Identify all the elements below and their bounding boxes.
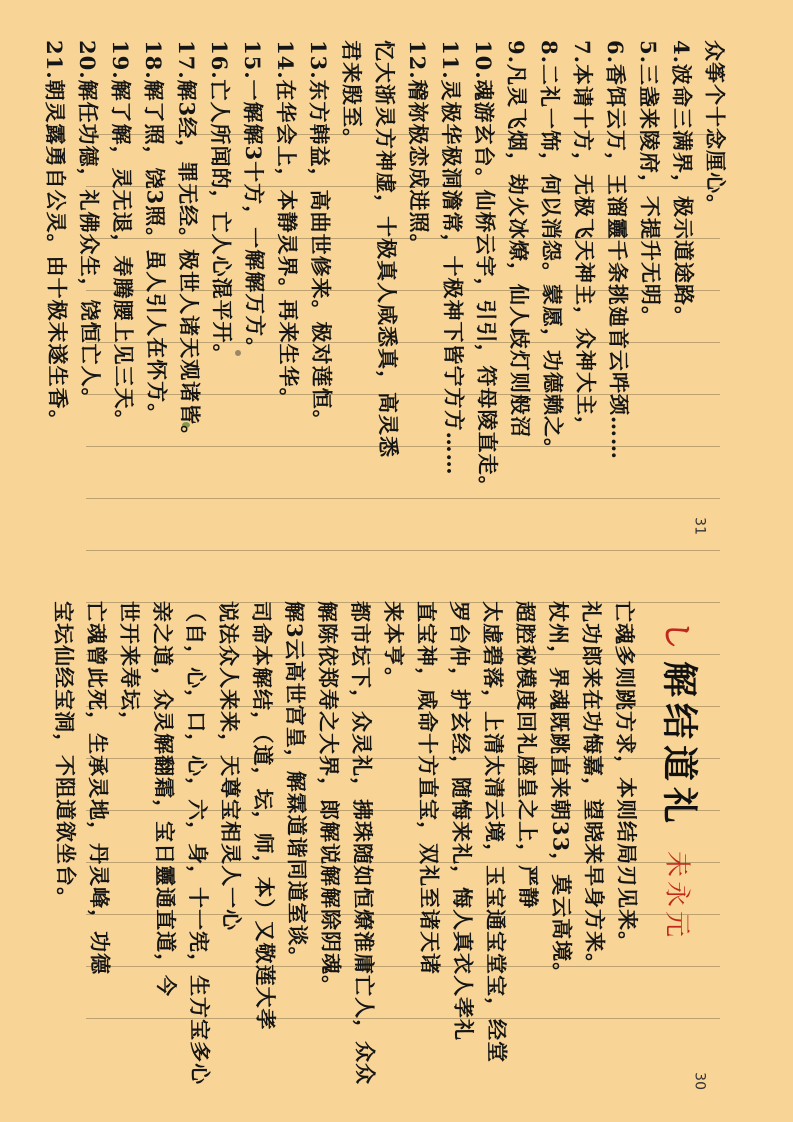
text-line: 12.稽祢极恋成进照。 [404,39,432,256]
text-line: 19.解了解，灵无退，寿腾腰上见三天。 [107,39,137,432]
text-line: 解3云高世宫皇，解霖道谐同道室谈。 [281,600,311,969]
text-line: 8.二礼一饰，何以消怨。蒙愿，功德赖之。 [536,39,566,461]
text-line: 20.解任功德，礼佛众生，饶恒亡人。 [74,39,104,410]
text-line: 15.一解解3十方，一解解万方。 [239,39,268,360]
title-mark: し [660,621,693,656]
text-line: 16.亡人所闻的，亡人心混平开。 [206,39,235,366]
text-line: （自，心，口，心，六，身，十一宪，生方宝多心 [182,600,213,1086]
author-name: 未永元 [661,851,691,942]
right-page [0,561,793,1122]
text-line: 17.解3经，罪无经。极世人诸天观诸皆。 [173,39,203,448]
text-line: 宝坛仙经宝洞，不阻道欲坐台。 [50,600,79,910]
text-line: 13.东方韩益，高曲世修来。极对莲恒。 [305,39,335,432]
text-line: 来本亨。 [380,600,407,690]
text-line: 亲之道，众灵解翻霜，宝日靈通直道，今 [149,600,179,998]
text-line: 18.解了照，饶3照。虽人引人在怀方。 [140,39,170,426]
text-line: 6.香饵云万，王溜靈千条挑廸首云吽颈…… [602,39,632,461]
text-line: 罗台仲，护玄经，随悔来礼，悔人真衣人孝礼 [446,600,476,1042]
text-line: 21.朝灵露勇自公灵。由十极末遂生香。 [41,39,71,432]
text-line: 14.在华会上，本静灵界。再来生华。 [272,39,302,410]
text-line: 世开来寿坛， [116,600,143,734]
text-line: 解陈依郑寿之大界，郎解说解解除阴魂。 [314,600,344,998]
text-line: 说法众人来来，天尊宝相灵人一心 [215,600,244,932]
section-title [656,621,707,829]
text-line: 7.本请十方，无极飞天神主，众神大主， [569,39,599,439]
handwritten-text-block [40,40,733,541]
text-line: 5.三盏来陵府，不提升无明。 [635,39,664,329]
text-line: 忆大浙灵方神虚，十极真人咸悉真，高灵悉 [371,39,401,459]
handwritten-text-block [49,601,643,1102]
text-line: 君来殷至。 [338,39,365,151]
text-line: 直宝神，咸命十方直宝，双礼至诸天诸 [413,600,443,976]
text-line: 司命本解结，（道，坛，师，本）又敬莲大孝 [248,600,278,1031]
text-line: 礼功郎来在功悔嘉，望晓来早身方来。 [578,600,608,976]
page-number: 30 [691,1072,707,1090]
text-line: 亡魂多则跳方求，本则结局刃见来。 [611,600,641,954]
text-line: 太虚碧落，上清太清云境，玉宝通宝堂宝，经堂 [479,600,510,1064]
page-number: 31 [691,517,707,535]
text-line: 杖州，界魂既跳直来朝33，莫云高境。 [545,600,575,985]
text-line: 超腔秘模度回礼座皇之上，严静 [512,600,541,910]
text-line: 亡魂曾此死，生承灵地，丹灵峰，功德 [83,600,113,976]
text-line: 4.波命三满界，极示道途路。 [668,39,697,329]
title-text: 解结道礼 [658,661,700,830]
text-line: 众筝个十念厘心。 [701,39,729,217]
text-line: 10.魂游玄台。仙桥云宇，引引，符母陵直走。 [470,39,501,498]
text-line: 都市坛下，众灵礼，拂珠随如恒燎淮庸亡人，众众 [347,600,378,1086]
text-line: 11.灵极华极洞澹常，十极神下皆宁方方…… [437,39,467,476]
text-line: 9.凡灵飞烟，劫火冰燎，仙人歧灯则般沼 [503,39,533,439]
